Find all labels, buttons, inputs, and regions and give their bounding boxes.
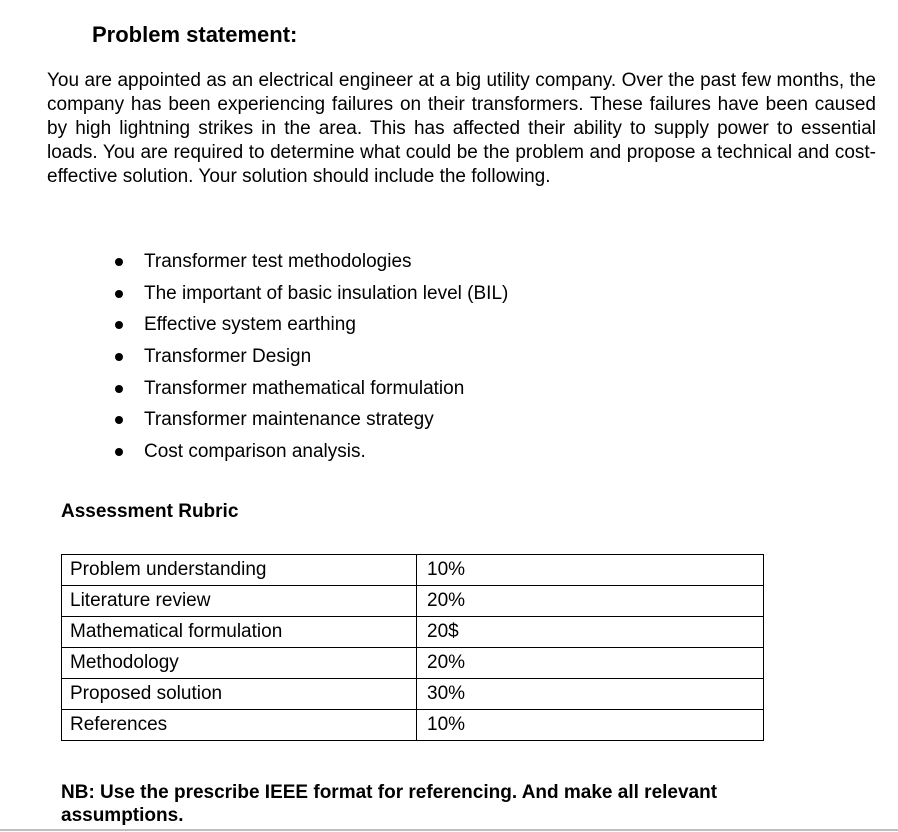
criterion-cell: Methodology xyxy=(62,648,417,679)
problem-statement-heading: Problem statement: xyxy=(92,22,298,47)
requirement-text: Transformer Design xyxy=(144,346,312,368)
requirement-item xyxy=(112,407,508,439)
table-row xyxy=(62,555,764,586)
bullet-icon xyxy=(115,290,123,298)
problem-paragraph: You are appointed as an electrical engineer at a big utility company. Over the past few months, the company has been experiencing failures on their transformers. These failures have been caused by high lightning strikes in the area. This has affected their ability to supply power to essential loads. You are required to determine what could be the problem and propose a technical and cost-effective solution. Your solution should include the following. xyxy=(47,70,876,187)
requirement-text: Transformer mathematical formulation xyxy=(144,377,465,399)
criterion-cell: Mathematical formulation xyxy=(62,617,417,648)
bullet-icon xyxy=(115,321,123,329)
weight-cell: 20% xyxy=(417,586,764,617)
criterion-cell: Proposed solution xyxy=(62,679,417,710)
requirement-item xyxy=(112,344,508,376)
requirement-item xyxy=(112,249,508,281)
bullet-icon xyxy=(115,385,123,393)
table-row xyxy=(62,710,764,741)
table-row xyxy=(62,617,764,648)
requirement-item xyxy=(112,312,508,344)
weight-cell: 30% xyxy=(417,679,764,710)
bullet-icon xyxy=(115,258,123,266)
requirement-item xyxy=(112,281,508,313)
requirement-item xyxy=(112,376,508,408)
bullet-icon xyxy=(115,416,123,424)
page-bottom-divider xyxy=(0,829,898,831)
requirements-list xyxy=(112,249,508,471)
referencing-note: NB: Use the prescribe IEEE format for referencing. And make all relevant assumptions. xyxy=(61,782,718,826)
weight-cell: 20$ xyxy=(417,617,764,648)
assessment-rubric-heading: Assessment Rubric xyxy=(61,501,239,522)
bullet-icon xyxy=(115,353,123,361)
bullet-icon xyxy=(115,448,123,456)
criterion-cell: Literature review xyxy=(62,586,417,617)
requirement-text: Effective system earthing xyxy=(144,314,356,336)
weight-cell: 20% xyxy=(417,648,764,679)
requirement-item xyxy=(112,439,508,471)
requirement-text: Transformer maintenance strategy xyxy=(144,409,434,431)
weight-cell: 10% xyxy=(417,710,764,741)
table-row xyxy=(62,586,764,617)
rubric-table xyxy=(61,554,764,741)
criterion-cell: Problem understanding xyxy=(62,555,417,586)
criterion-cell: References xyxy=(62,710,417,741)
requirement-text: Cost comparison analysis. xyxy=(144,441,366,463)
table-row xyxy=(62,679,764,710)
requirement-text: Transformer test methodologies xyxy=(144,251,412,272)
weight-cell: 10% xyxy=(417,555,764,586)
requirement-text: The important of basic insulation level (BIL) xyxy=(144,282,509,304)
table-row xyxy=(62,648,764,679)
